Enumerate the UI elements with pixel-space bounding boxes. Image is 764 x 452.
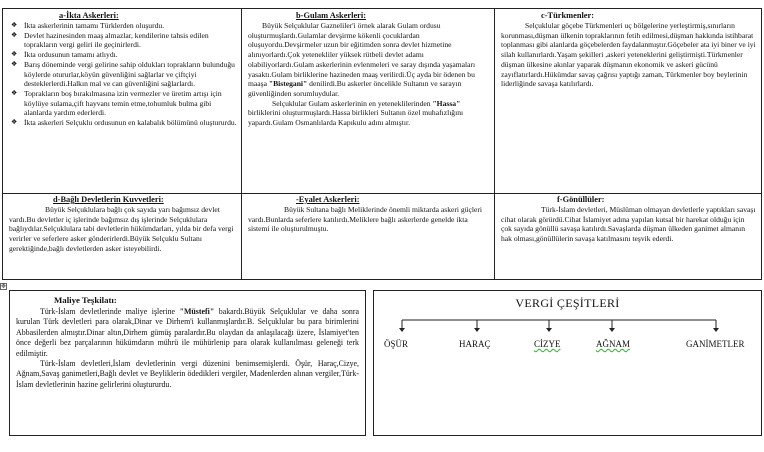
turkmenler-cell: [494, 8, 762, 194]
gonulluler-cell: [494, 194, 762, 280]
vergi-cesitleri-cell: [373, 290, 762, 436]
gonullu-paragraph: Türk-İslam devletleri, Müslüman olmayan devletlerle yaptıkları savaşı cihat olarak görürdü.Cihat İslamiyet adına yapılan kutsal bir harekat olduğu için çok sayıda gönüllü savaşa katılırdı.Savaşlarda düşman ülkeden ganimet almanın hak olması,gönüllülerin savaşa katılmasını teşvik ederdi.: [501, 205, 756, 244]
maliye-title: Maliye Teşkilatı:: [54, 295, 117, 305]
list-item: ❖ İkta askerlerinin tamamı Türklerden oluşurdu.: [9, 21, 237, 31]
eyalet-title: -Eyalet Askerleri:: [296, 195, 360, 204]
gulam-askerleri-cell: [242, 8, 494, 194]
vergi-title: VERGİ ÇEŞİTLERİ: [515, 296, 620, 310]
maliye-teskilati-cell: [9, 290, 366, 436]
list-item: ❖ Barış döneminde vergi gelirine sahip oldukları toprakların bulunduğu köylerde otururlar,köyün güvenliğini sağlarlar ve çiftçiyi desteklerlerdi.Halkın mal ve can güvenliğini sağlarlardı.: [9, 60, 237, 89]
gulam-paragraph-2: Selçuklular Gulam askerlerinin en yeteneklilerinden "Hassa" birliklerini oluşturmuşlardı.Hassa birlikleri Sultanın özel muhafızlığını yapardı.Gulam Osmanlılarda Kapıkulu adını almıştır.: [248, 98, 464, 128]
mustefi-term: "Müstefi": [179, 307, 215, 316]
bagli-paragraph: Büyük Selçuklulara bağlı çok sayıda yarı bağımsız devlet vardı.Bu devletler iç işlerinde bağımsız dış işlerinde Selçuklulara bağlıydılar.Selçuklulara tabi devletlerin hükümdarları, yılda bir defa vergi verirler ve seferlere asker gönderirlerdi.Büyük Selçuklu Sultanı gerektiğinde,bağlı devletlerden asker isteyebilirdi.: [9, 205, 234, 253]
turkmen-paragraph: Selçuklular göçebe Türkmenleri uç bölgelerine yerleştirmiş,sınırların korunması,düşman ülkenin topraklarının fetih edilmesi,düşman hakkında istihbarat toplanması gibi alanlarda göçebelerden faydalanmıştır.Göçebeler ata iyi biner ve iyi silah kullanırlardı.Yaşam şekilleri ,askeri yeteneklerini geliştirmişti.Türkmenler düşman ülkesine akınlar yaparak düşmanın ekonomik ve askeri gücünü zayıflatırlardı.Hükümdar savaş çağrısı yaptığı zaman, Türkmenler boy beylerinin liderliğinde savaşa katılırlardı.: [501, 21, 756, 89]
bistegani-term: "Bistegani": [268, 79, 308, 89]
list-item: ❖ İkta askerleri Selçuklu ordusunun en kalabalık bölümünü oluştururdu.: [9, 118, 237, 128]
bagli-title: d-Bağlı Devletlerin Kuvvetleri:: [53, 195, 164, 204]
gonullu-title: f-Gönüllüler:: [557, 195, 605, 204]
vergi-branch-agnam: AĞNAM: [596, 339, 631, 349]
maliye-paragraph-1: Türk-İslam devletlerinde maliye işlerine "Müstefi" bakardı.Büyük Selçuklular ve daha sonra kurulan Türk devletleri para olarak,Dinar ve Dirhem'i kullanmışlardır.B. Selçuklular bu para birimlerini Abbasilerden almıştır.Dinar altın,Dirhem gümüş paralardır.Bu olaydan da anlaşılacağı üzere, İslamiyet'ten önce değerli bez parçalarının hükümdarın mührü ile mühürlenip para olarak kullanılması geleneği terk edilmiştir.: [16, 307, 359, 358]
hassa-term: "Hassa": [432, 98, 461, 108]
eyalet-askerleri-cell: [242, 194, 494, 280]
list-item: ❖ Devlet hazinesinden maaş almazlar, kendilerine tahsis edilen toprakların vergi geliri ile geçinirlerdi.: [9, 31, 237, 50]
vergi-branch-ganimetler: GANİMETLER: [686, 339, 745, 349]
gulam-title: b-Gulam Askerleri:: [296, 11, 367, 20]
gulam-paragraph-1: Büyük Selçuklular Gazneliler'i örnek alarak Gulam ordusu oluşturmuşlardı.Gulamlar devşirme kökenli çocuklardan oluşuyordu.Devşirmeler uzun bir eğitimden sonra devlet hizmetine alınıyorlardı.Çok yetenekliler yüksek rütbeli devlet adamı olabiliyorlardı.Gulam askerlerinin evlenmeleri ve saray dışında yaşamaları yasaktı.Gulam birliklerine hazineden maaş verilirdi.Üç ayda bir ödenen bu maaşa "Bistegani" denilirdi.Bu askerler öncelikle Sultanın ve sarayın güvenliğinden sorumluydular.: [248, 21, 476, 98]
eyalet-paragraph: Büyük Sultana bağlı Meliklerinde önemli miktarda askeri güçleri vardı.Bunlarda seferlere katılırdı.Meliklere bağlı askerlerde genelde ikta sistemi ile oluşturulmuştu.: [248, 205, 483, 234]
vergi-branch-cizye: CİZYE: [534, 339, 561, 349]
turkmen-title: c-Türkmenler:: [541, 11, 595, 20]
vergi-branch-harac: HARAÇ: [459, 339, 491, 349]
bagli-devletler-cell: [2, 194, 242, 280]
ikta-askerleri-cell: [2, 8, 242, 194]
list-item: ❖ Toprakların boş bırakılmasına izin vermezler ve üretim artışı için köylüye sulama,çift hayvanı temin etme,tohumluk bulma gibi alanlarda yardım ederlerdi.: [9, 89, 237, 118]
table-anchor-icon[interactable]: ✥: [1, 284, 7, 290]
list-item: ❖ İkta ordusunun tamamı atlıydı.: [9, 50, 237, 60]
ikta-title: a-İkta Askerleri:: [59, 11, 119, 20]
ikta-list: [9, 21, 237, 128]
maliye-paragraph-2: Türk-İslam devletleri,İslam devletlerinin vergi düzenini benimsemişlerdi. Öşür, Haraç,Cizye, Ağnam,Savaş ganimetleri,Bağlı devlet ve Beyliklerin ödedikleri vergiler, Madenlerden alınan vergiler,Türk-İslam devletlerinin hazine gelirlerini oluştururdu.: [16, 359, 359, 389]
vergi-branch-osur: ÖŞÜR: [384, 339, 409, 349]
